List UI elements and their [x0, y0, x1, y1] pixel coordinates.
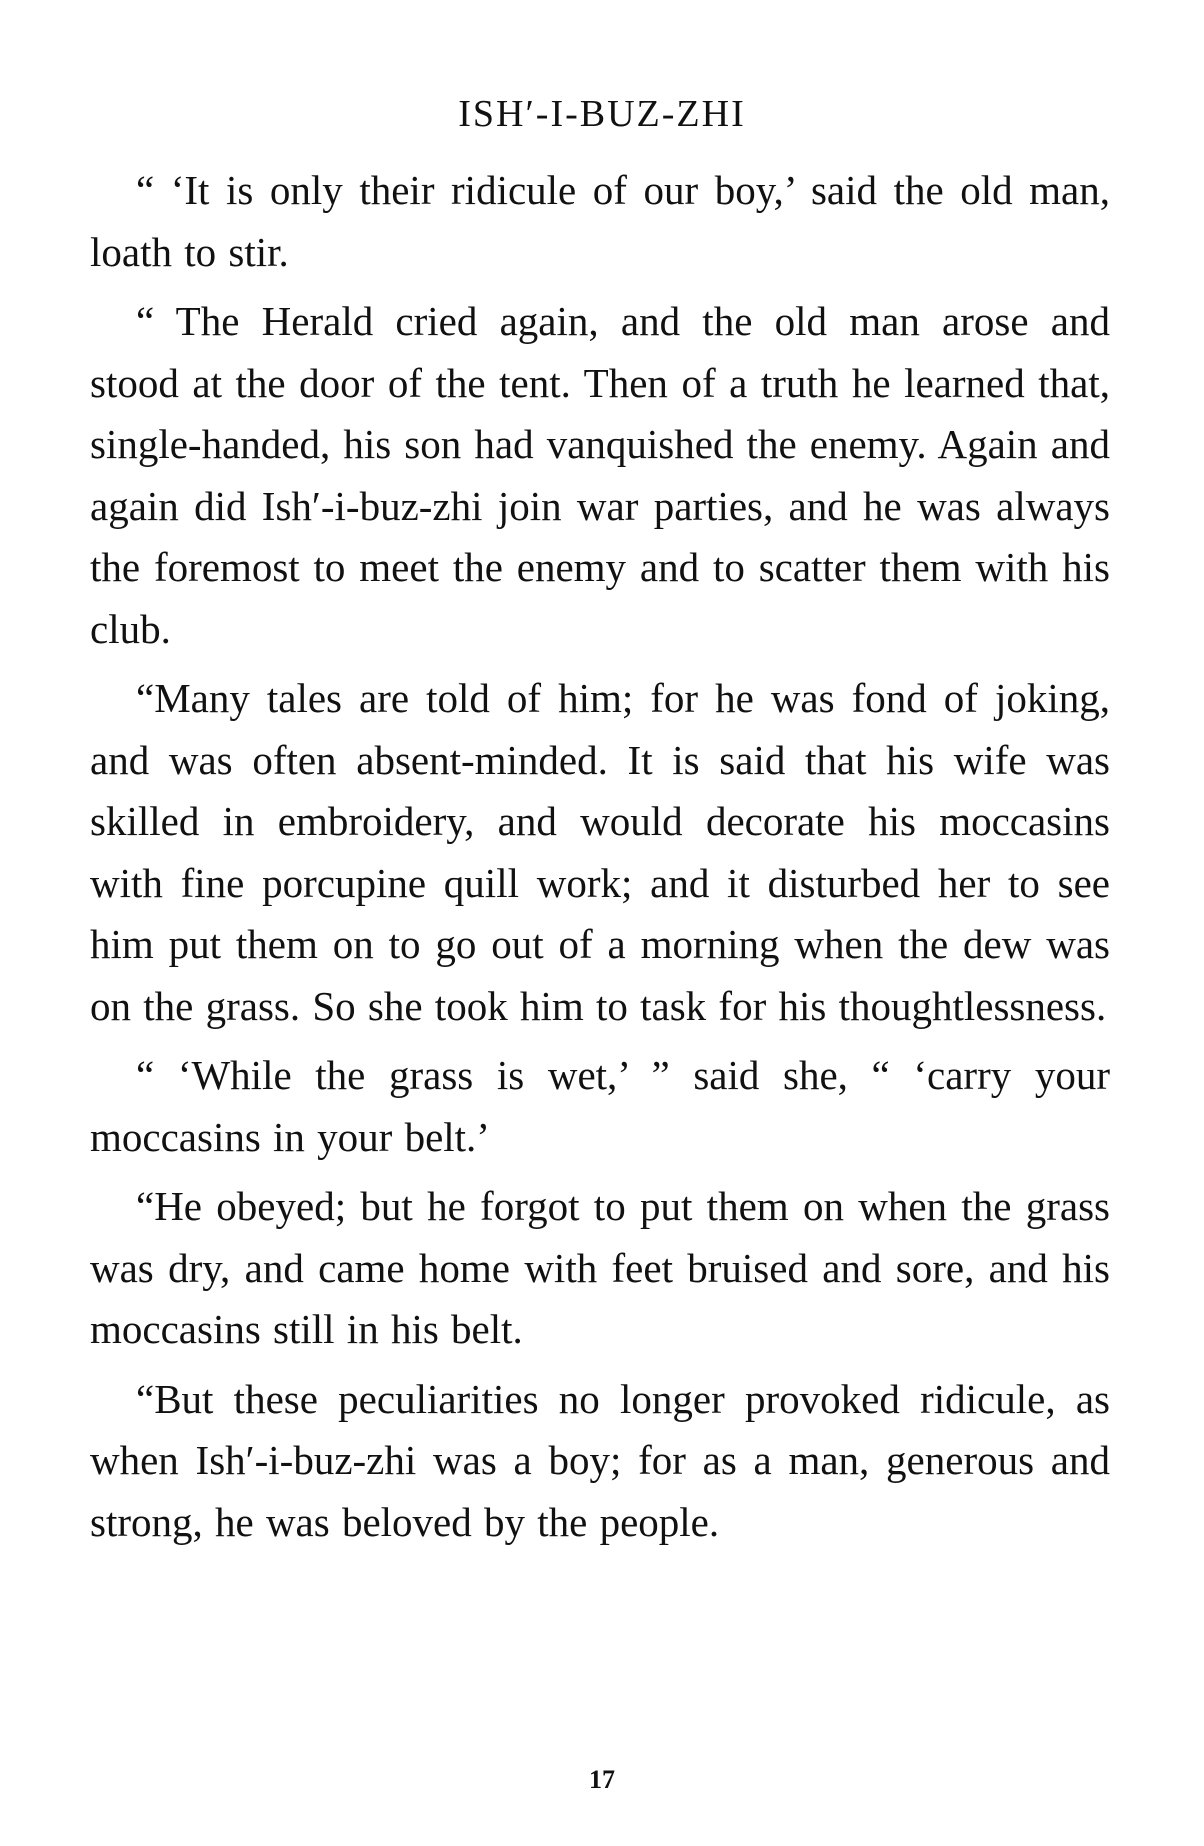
- paragraph: “ The Herald cried again, and the old man arose and stood at the door of the tent. Then of a truth he learned that, single-handed, his son had vanquished the enemy. Again and again did Ish′-i-buz-zhi join war parties, and he was always the foremost to meet the enemy and to scatter them with his club.: [90, 298, 1110, 652]
- running-head: ISH′-I-BUZ-ZHI: [458, 93, 746, 135]
- paragraph: “ ‘It is only their ridicule of our boy,’ said the old man, loath to stir.: [90, 167, 1110, 275]
- paragraph: “But these peculiarities no longer provoked ridicule, as when Ish′-i-buz-zhi was a boy; for as a man, generous and strong, he was beloved by the people.: [90, 1375, 1110, 1545]
- body-text: [90, 160, 1110, 1561]
- paragraph: “Many tales are told of him; for he was fond of joking, and was often absent-minded. It is said that his wife was skilled in embroidery, and would decorate his moccasins with fine porcupine quill work; and it disturbed her to see him put them on to go out of a morning when the dew was on the grass. So she took him to task for his thoughtlessness.: [90, 675, 1110, 1029]
- page-number: 17: [589, 1765, 615, 1794]
- paragraph: “ ‘While the grass is wet,’ ” said she, “ ‘carry your moccasins in your belt.’: [90, 1052, 1110, 1160]
- paragraph: “He obeyed; but he forgot to put them on when the grass was dry, and came home with feet bruised and sore, and his moccasins still in his belt.: [90, 1183, 1110, 1352]
